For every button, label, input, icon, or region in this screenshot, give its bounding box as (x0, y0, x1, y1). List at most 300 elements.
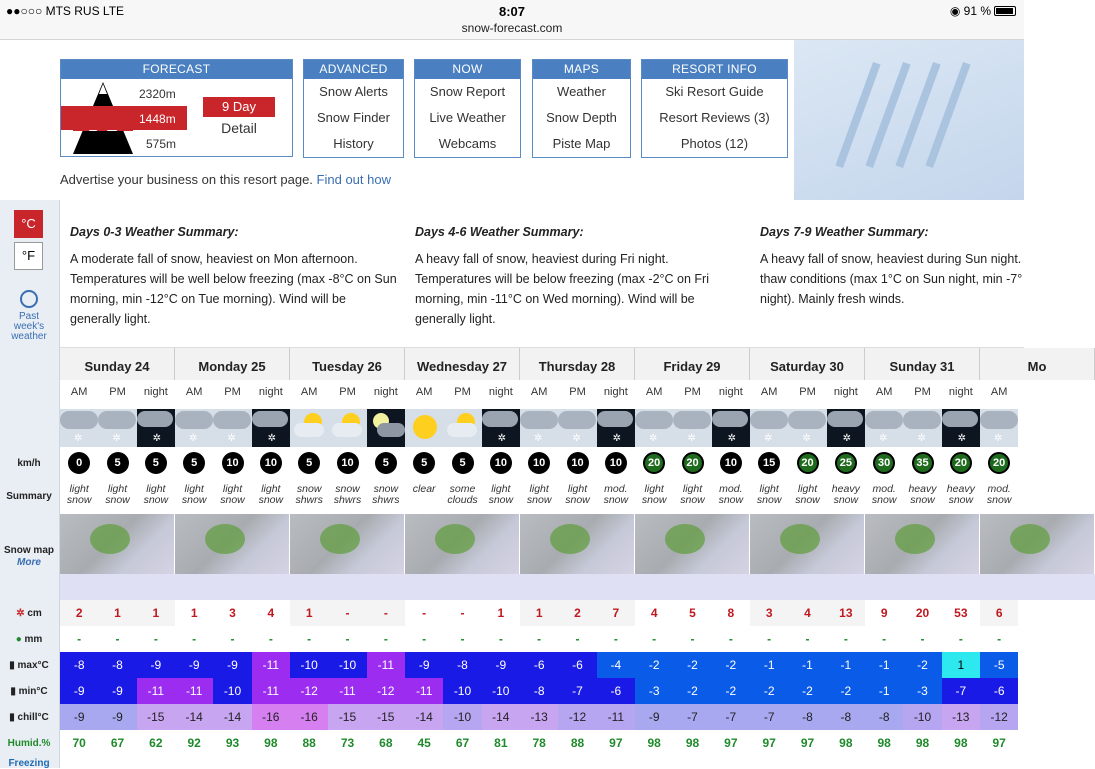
humidity-cell: 97 (800, 736, 815, 750)
summary-text: clear (412, 483, 436, 495)
nine-day-button[interactable]: 9 Day (203, 97, 275, 117)
chill-temp-cell: -13 (520, 704, 558, 730)
humidity-cell: 88 (302, 736, 316, 750)
menu-item[interactable]: Weather (557, 84, 606, 99)
max-temp-cell: -1 (827, 652, 865, 678)
weather-night-icon: ✲ (137, 409, 175, 447)
time-of-day-label: night (373, 386, 398, 398)
snow-map-image[interactable] (980, 514, 1095, 600)
elevation-bottom[interactable]: 575m (146, 137, 177, 151)
wind-arrow-icon: 5 (452, 452, 474, 474)
humidity-cell: 73 (340, 736, 355, 750)
snow-map-image[interactable] (750, 514, 865, 600)
menu-advanced (303, 59, 404, 158)
max-temp-cell: 1 (942, 652, 980, 678)
fahrenheit-button[interactable]: °F (14, 242, 43, 270)
humidity-cell: 98 (839, 736, 853, 750)
summary-text: light snow (220, 483, 245, 506)
url-bar[interactable]: snow-forecast.com (461, 21, 563, 35)
rain-mm-cell: - (268, 632, 273, 646)
snow-cm-cell: 4 (788, 600, 826, 626)
max-temp-cell: -9 (482, 652, 520, 678)
min-temp-cell: -8 (520, 678, 558, 704)
min-temp-cell: -6 (597, 678, 635, 704)
summary-text: light snow (488, 483, 514, 506)
rain-mm-cell: - (498, 632, 503, 646)
row-label-rain: ● mm (15, 634, 43, 645)
find-out-how-link[interactable]: Find out how (316, 172, 391, 187)
snow-cm-cell: 1 (290, 600, 328, 626)
row-label-max: ▮ max°C (9, 660, 49, 671)
chill-temp-cell: -14 (482, 704, 520, 730)
row-label-snowmap: Snow map (3, 545, 54, 556)
min-temp-cell: -10 (443, 678, 481, 704)
rain-mm-cell: - (920, 632, 925, 646)
summary-title: Days 4-6 Weather Summary: (415, 225, 584, 239)
elevation-top[interactable]: 2320m (139, 87, 176, 101)
time-of-day-label: PM (454, 386, 471, 398)
day-header[interactable]: Monday 25 (175, 348, 290, 380)
day-header[interactable]: Thursday 28 (520, 348, 635, 380)
row-label-wind: km/h (17, 458, 41, 469)
rain-mm-cell: - (690, 632, 695, 646)
wind-arrow-icon: 10 (490, 452, 512, 474)
humidity-cell: 97 (762, 736, 776, 750)
day-header[interactable]: Wednesday 27 (405, 348, 520, 380)
chill-temp-cell: -14 (175, 704, 213, 730)
time-of-day-label: PM (914, 386, 931, 398)
rain-label: mm (24, 634, 43, 645)
summary-text: light snow (526, 483, 552, 506)
humidity-cell: 92 (187, 736, 201, 750)
snow-cm-cell: 4 (252, 600, 290, 626)
summary-text: snow shwrs (295, 483, 323, 506)
snow-map-image[interactable] (520, 514, 635, 600)
max-temp-cell: -8 (443, 652, 481, 678)
chill-temp-cell: -8 (865, 704, 903, 730)
rain-mm-cell: - (230, 632, 235, 646)
battery: ◉ 91 % (950, 4, 1016, 18)
snow-cm-cell: 13 (827, 600, 865, 626)
snow-cm-cell: 1 (175, 600, 213, 626)
min-temp-cell: -11 (137, 678, 175, 704)
weather-suncloud-icon (328, 409, 366, 447)
day-header[interactable]: Sunday 24 (60, 348, 175, 380)
humidity-cell: 98 (647, 736, 661, 750)
menu-title[interactable]: ADVANCED (304, 60, 403, 79)
past-weather-link[interactable]: Past week's weather (11, 311, 47, 342)
humidity-cell: 98 (915, 736, 930, 750)
snow-map-image[interactable] (290, 514, 405, 600)
weather-night-icon: ✲ (252, 409, 290, 447)
time-of-day-label: AM (875, 386, 893, 398)
summary-days-4-6 (415, 222, 745, 329)
menu-item[interactable]: Snow Finder (317, 110, 390, 125)
menu-item[interactable]: History (333, 136, 374, 151)
summary-text: snow shwrs (333, 483, 362, 506)
menu-resort-info (641, 59, 788, 158)
wind-arrow-icon: 20 (682, 452, 704, 474)
wind-arrow-icon: 5 (413, 452, 435, 474)
min-temp-cell: -10 (482, 678, 520, 704)
menu-item[interactable]: Webcams (438, 136, 497, 151)
row-label-min: ▮ min°C (10, 686, 48, 697)
max-temp-cell: -8 (98, 652, 136, 678)
advertise-text (60, 172, 391, 187)
min-temp-cell: -3 (903, 678, 941, 704)
humidity-cell: 93 (225, 736, 240, 750)
wind-arrow-icon: 10 (720, 452, 742, 474)
chill-temp-cell: -11 (597, 704, 635, 730)
rain-mm-cell: - (422, 632, 427, 646)
time-of-day-label: night (948, 386, 973, 398)
chill-temp-cell: -14 (213, 704, 251, 730)
menu-item[interactable]: Piste Map (552, 136, 611, 151)
time-of-day-label: AM (70, 386, 88, 398)
max-temp-cell: -8 (60, 652, 98, 678)
chill-temp-cell: -10 (903, 704, 941, 730)
min-temp-cell: -11 (175, 678, 213, 704)
chill-temp-cell: -16 (252, 704, 290, 730)
time-of-day-label: AM (760, 386, 778, 398)
chill-temp-cell: -7 (750, 704, 788, 730)
max-temp-cell: -11 (252, 652, 290, 678)
rain-mm-cell: - (958, 632, 963, 646)
summary-text: light snow (181, 483, 207, 506)
menu-item[interactable]: Snow Report (429, 84, 506, 99)
humidity-cell: 97 (992, 736, 1006, 750)
weather-cloud-icon: ✲ (865, 409, 903, 447)
snow-map-image[interactable] (405, 514, 520, 600)
humidity-cell: 98 (264, 736, 278, 750)
time-of-day-label: PM (339, 386, 356, 398)
wind-arrow-icon: 5 (107, 452, 129, 474)
summary-text: heavy snow (908, 483, 937, 506)
snow-label: cm (27, 608, 42, 619)
day-header[interactable]: Sunday 31 (865, 348, 980, 380)
menu-item[interactable]: Resort Reviews (3) (659, 110, 770, 125)
time-of-day-label: AM (185, 386, 203, 398)
rain-mm-cell: - (613, 632, 618, 646)
rain-mm-cell: - (997, 632, 1002, 646)
max-temp-cell: -10 (328, 652, 366, 678)
snow-cm-cell: 3 (750, 600, 788, 626)
time-of-day-label: night (603, 386, 628, 398)
rain-mm-cell: - (153, 632, 158, 646)
weather-night-icon: ✲ (712, 409, 750, 447)
min-temp-cell: -9 (98, 678, 136, 704)
weather-cloud-icon: ✲ (980, 409, 1018, 447)
snow-cm-cell: 9 (865, 600, 903, 626)
min-temp-cell: -12 (290, 678, 328, 704)
humidity-cell: 98 (954, 736, 968, 750)
wind-arrow-icon: 20 (950, 452, 972, 474)
row-label-chill: ▮ chill°C (9, 712, 49, 723)
weather-moon-icon (367, 409, 405, 447)
min-temp-cell: -10 (213, 678, 251, 704)
chill-temp-cell: -14 (405, 704, 443, 730)
humidity-cell: 68 (379, 736, 393, 750)
humidity-cell: 98 (685, 736, 700, 750)
snow-cm-cell: 8 (712, 600, 750, 626)
summary-text: mod. snow (603, 483, 629, 506)
wind-arrow-icon: 15 (758, 452, 780, 474)
min-temp-cell: -2 (827, 678, 865, 704)
rain-mm-cell: - (115, 632, 120, 646)
snow-cm-cell: 53 (942, 600, 980, 626)
min-temp-cell: -11 (405, 678, 443, 704)
rain-mm-cell: - (192, 632, 197, 646)
max-temp-cell: -1 (788, 652, 826, 678)
time-of-day-label: PM (799, 386, 816, 398)
snow-cm-cell: 2 (60, 600, 98, 626)
weather-cloud-icon: ✲ (750, 409, 788, 447)
header (0, 40, 1024, 200)
time-of-day-label: AM (530, 386, 548, 398)
snow-map-image[interactable] (865, 514, 980, 600)
day-header[interactable]: Saturday 30 (750, 348, 865, 380)
rain-mm-cell: - (767, 632, 772, 646)
humidity-cell: 88 (570, 736, 585, 750)
min-temp-cell: -7 (558, 678, 596, 704)
summary-title: Days 7-9 Weather Summary: (760, 225, 929, 239)
snow-cm-cell: 20 (903, 600, 941, 626)
row-label-humid: Humid.% (7, 738, 51, 749)
day-header[interactable]: Tuesday 26 (290, 348, 405, 380)
chill-label: chill°C (17, 712, 49, 723)
weather-night-icon: ✲ (597, 409, 635, 447)
menu-item[interactable]: Snow Depth (546, 110, 617, 125)
menu-title[interactable]: MAPS (533, 60, 630, 79)
weather-cloud-icon: ✲ (520, 409, 558, 447)
time-of-day-label: AM (990, 386, 1008, 398)
rain-mm-cell: - (882, 632, 887, 646)
weather-sun-icon (405, 409, 443, 447)
summary-text: A moderate fall of snow, heaviest on Mon afternoon. Temperatures will be well below freezing (max -8°C on Sun morning, min -12°C on Tue morning). Wind will be generally light. (70, 252, 397, 326)
max-temp-cell: -4 (597, 652, 635, 678)
max-temp-cell: -2 (903, 652, 941, 678)
min-label: min°C (18, 686, 48, 697)
snow-cm-cell: 2 (558, 600, 596, 626)
row-label-snow: ✲ cm (16, 608, 42, 619)
wind-arrow-icon: 10 (605, 452, 627, 474)
max-temp-cell: -6 (520, 652, 558, 678)
min-temp-cell: -1 (865, 678, 903, 704)
min-temp-cell: -2 (750, 678, 788, 704)
snow-cm-cell: - (328, 600, 366, 626)
max-temp-cell: -6 (558, 652, 596, 678)
max-temp-cell: -2 (712, 652, 750, 678)
snow-cm-cell: 1 (520, 600, 558, 626)
max-temp-cell: -2 (673, 652, 711, 678)
summary-days-7-9 (760, 222, 1060, 309)
menu-maps (532, 59, 631, 158)
snowmap-more-link[interactable]: More (17, 557, 41, 568)
max-temp-cell: -1 (865, 652, 903, 678)
chill-temp-cell: -12 (558, 704, 596, 730)
wind-arrow-icon: 5 (375, 452, 397, 474)
min-temp-cell: -2 (673, 678, 711, 704)
min-temp-cell: -2 (712, 678, 750, 704)
humidity-cell: 70 (72, 736, 86, 750)
menu-now (414, 59, 521, 158)
menu-title[interactable]: NOW (415, 60, 520, 79)
rain-mm-cell: - (537, 632, 542, 646)
chill-temp-cell: -7 (673, 704, 711, 730)
summary-text: light snow (105, 483, 130, 506)
wind-arrow-icon: 5 (145, 452, 167, 474)
rain-mm-cell: - (575, 632, 580, 646)
menu-item[interactable]: Snow Alerts (319, 84, 388, 99)
time-of-day-label: PM (569, 386, 586, 398)
weather-cloud-icon: ✲ (673, 409, 711, 447)
snow-cm-cell: - (405, 600, 443, 626)
weather-cloud-icon: ✲ (98, 409, 136, 447)
menu-item[interactable]: Photos (12) (680, 136, 749, 151)
humidity-cell: 67 (110, 736, 125, 750)
max-temp-cell: -11 (367, 652, 405, 678)
chill-temp-cell: -9 (635, 704, 673, 730)
rain-mm-cell: - (383, 632, 388, 646)
snow-cm-cell: 4 (635, 600, 673, 626)
menu-item[interactable]: Live Weather (429, 110, 506, 125)
humidity-cell: 62 (149, 736, 163, 750)
snow-cm-cell: 5 (673, 600, 711, 626)
day-header[interactable]: Friday 29 (635, 348, 750, 380)
wind-arrow-icon: 10 (222, 452, 244, 474)
chill-temp-cell: -12 (980, 704, 1018, 730)
summary-text: light snow (66, 483, 92, 506)
min-temp-cell: -6 (980, 678, 1018, 704)
summary-text: light snow (756, 483, 782, 506)
time-of-day-label: AM (415, 386, 433, 398)
summary-text: light snow (680, 483, 705, 506)
min-temp-cell: -12 (367, 678, 405, 704)
time-of-day-label: night (718, 386, 743, 398)
wind-arrow-icon: 20 (643, 452, 665, 474)
clock-icon[interactable] (20, 290, 38, 308)
chill-temp-cell: -9 (98, 704, 136, 730)
advertise-label: Advertise your business on this resort page. (60, 172, 313, 187)
menu-title[interactable]: FORECAST (61, 60, 292, 79)
wind-arrow-icon: 10 (337, 452, 359, 474)
weather-suncloud-icon (443, 409, 481, 447)
chill-temp-cell: -8 (827, 704, 865, 730)
weather-summary (60, 200, 1024, 348)
day-header[interactable]: Mo (980, 348, 1095, 380)
rain-mm-cell: - (345, 632, 350, 646)
time-of-day-label: PM (109, 386, 126, 398)
chill-temp-cell: -16 (290, 704, 328, 730)
wind-arrow-icon: 5 (298, 452, 320, 474)
weather-cloud-icon: ✲ (788, 409, 826, 447)
wind-arrow-icon: 10 (528, 452, 550, 474)
snow-cm-cell: 1 (98, 600, 136, 626)
wind-arrow-icon: 0 (68, 452, 90, 474)
max-temp-cell: -1 (750, 652, 788, 678)
min-temp-cell: -3 (635, 678, 673, 704)
chill-temp-cell: -15 (328, 704, 366, 730)
humidity-cell: 67 (455, 736, 470, 750)
wind-arrow-icon: 30 (873, 452, 895, 474)
menu-item[interactable]: Ski Resort Guide (665, 84, 764, 99)
summary-text: A heavy fall of snow, heaviest during Fri night. Temperatures will be below freezing (max -2°C on Fri morning, min -11°C on Wed morning). Wind will be generally light. (415, 252, 709, 326)
clock: 8:07 (498, 4, 526, 19)
snow-cm-cell: 1 (482, 600, 520, 626)
menu-forecast[interactable] (60, 59, 293, 157)
snow-cm-cell: 7 (597, 600, 635, 626)
snow-map-image[interactable] (60, 514, 175, 600)
max-temp-cell: -2 (635, 652, 673, 678)
celsius-button[interactable]: °C (14, 210, 43, 238)
humidity-cell: 81 (494, 736, 508, 750)
rain-mm-cell: - (652, 632, 657, 646)
summary-text: heavy snow (946, 483, 975, 506)
max-label: max°C (17, 660, 49, 671)
chill-temp-cell: -9 (60, 704, 98, 730)
chill-temp-cell: -15 (137, 704, 175, 730)
chill-temp-cell: -10 (443, 704, 481, 730)
wind-arrow-icon: 5 (183, 452, 205, 474)
snow-map-image[interactable] (635, 514, 750, 600)
rain-mm-cell: - (843, 632, 848, 646)
time-of-day-label: night (143, 386, 168, 398)
wind-arrow-icon: 20 (988, 452, 1010, 474)
summary-text: snow shwrs (372, 483, 400, 506)
weather-cloud-icon: ✲ (175, 409, 213, 447)
weather-night-icon: ✲ (827, 409, 865, 447)
rain-mm-cell: - (307, 632, 312, 646)
rain-mm-cell: - (460, 632, 465, 646)
summary-text: light snow (795, 483, 820, 506)
snow-cm-cell: 1 (137, 600, 175, 626)
detail-button[interactable]: Detail (221, 120, 257, 136)
chill-temp-cell: -7 (712, 704, 750, 730)
humidity-cell: 97 (724, 736, 738, 750)
left-rail (0, 200, 60, 768)
time-of-day-label: night (488, 386, 513, 398)
wind-arrow-icon: 20 (797, 452, 819, 474)
summary-text: mod. snow (986, 483, 1012, 506)
summary-text: light snow (565, 483, 590, 506)
summary-text: light snow (641, 483, 667, 506)
max-temp-cell: -5 (980, 652, 1018, 678)
snow-cm-cell: - (367, 600, 405, 626)
max-temp-cell: -9 (213, 652, 251, 678)
summary-days-0-3 (70, 222, 400, 329)
menu-title[interactable]: RESORT INFO (642, 60, 787, 79)
wind-arrow-icon: 10 (260, 452, 282, 474)
summary-text: light snow (258, 483, 284, 506)
humidity-cell: 45 (417, 736, 431, 750)
snow-map-image[interactable] (175, 514, 290, 600)
rain-mm-cell: - (805, 632, 810, 646)
humidity-cell: 98 (877, 736, 891, 750)
row-label-freezing: Freezing (8, 758, 50, 769)
elevation-mid[interactable]: 1448m (139, 112, 176, 126)
summary-title: Days 0-3 Weather Summary: (70, 225, 239, 239)
wind-arrow-icon: 10 (567, 452, 589, 474)
forecast-table (60, 348, 1047, 768)
humidity-cell: 78 (532, 736, 546, 750)
min-temp-cell: -11 (252, 678, 290, 704)
snow-cm-cell: 6 (980, 600, 1018, 626)
summary-text: some clouds (447, 483, 478, 506)
rain-mm-cell: - (728, 632, 733, 646)
wind-arrow-icon: 25 (835, 452, 857, 474)
snow-cm-cell: 3 (213, 600, 251, 626)
weather-night-icon: ✲ (482, 409, 520, 447)
